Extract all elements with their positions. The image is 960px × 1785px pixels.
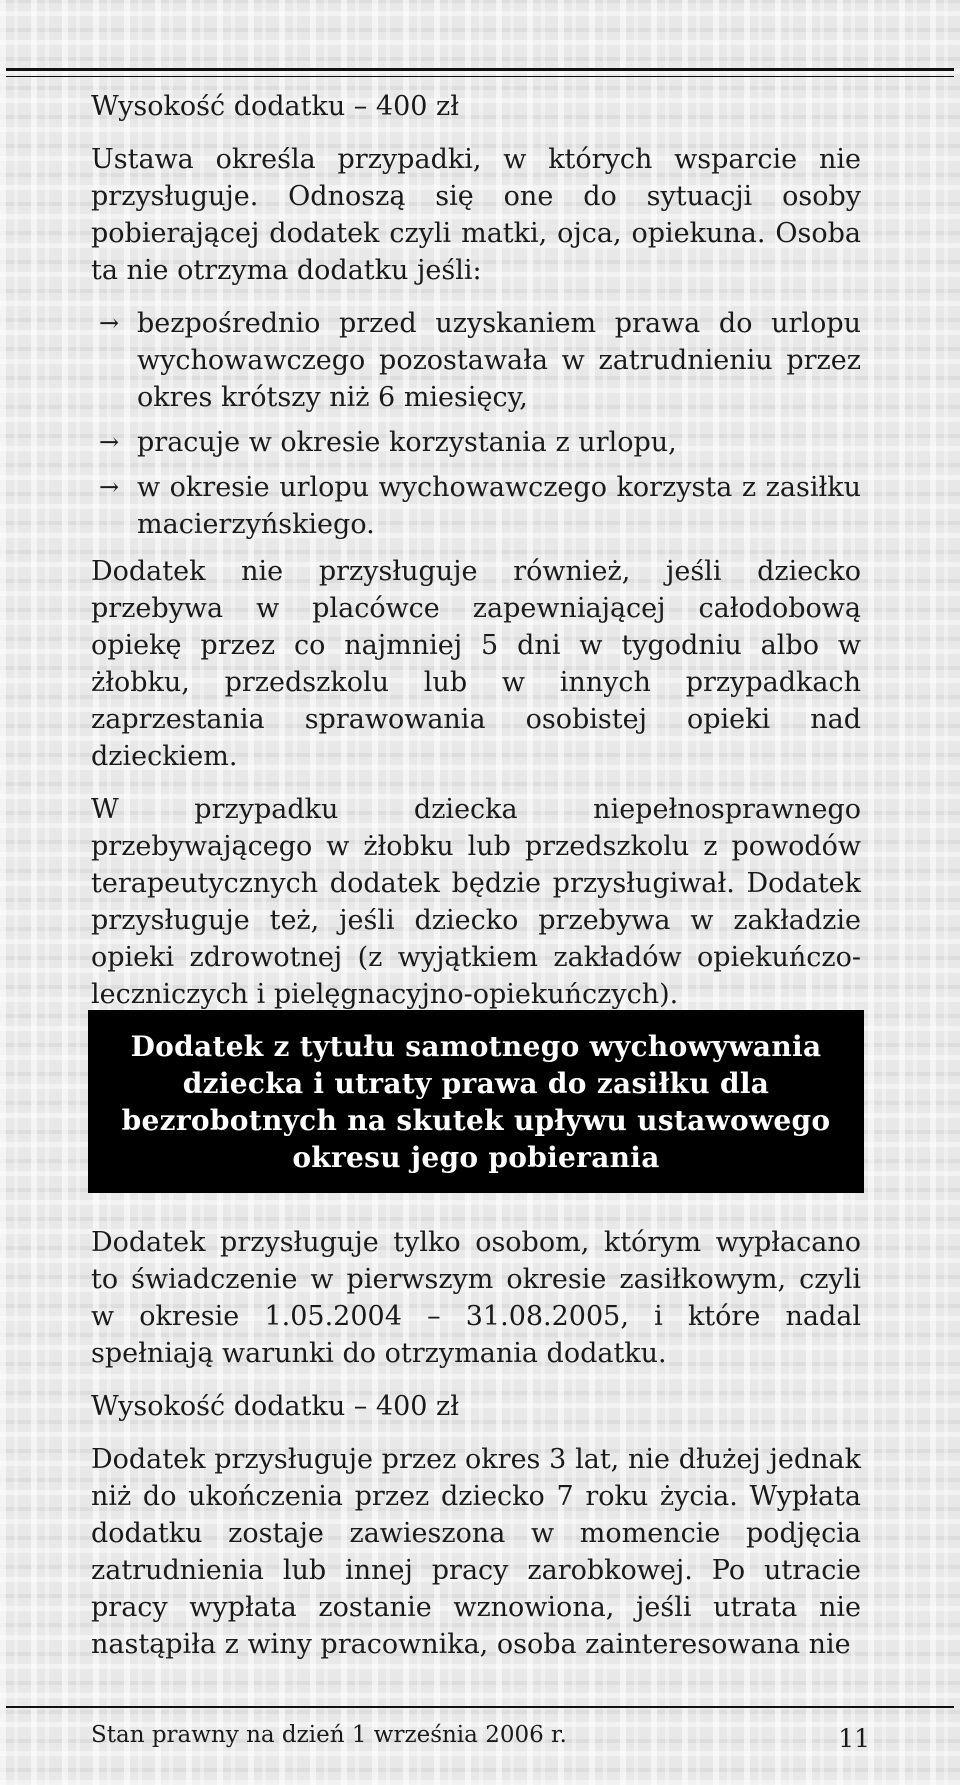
list-item (91, 469, 861, 543)
list-item-text: w okresie urlopu wychowawczego korzysta z zasiłku macierzyńskiego. (137, 472, 861, 540)
page-number: 11 (838, 1724, 870, 1753)
section-heading-box (88, 1010, 864, 1193)
list-item-text: bezpośrednio przed uzyskaniem prawa do urlopu wychowawczego pozostawała w zatrudnieniu przez okres krótszy niż 6 miesięcy, (137, 308, 861, 413)
amount-line: Wysokość dodatku – 400 zł (91, 91, 459, 122)
paragraph-niepelnosprawne: W przypadku dziecka niepełnosprawnego przebywającego w żłobku lub przedszkolu z powodów terapeutycznych dodatek będzie przysługiwał. Dodatek przysługuje też, jeśli dziecko przebywa w zakładzie opieki zdrowotnej (z wyjątkiem zakładów opiekuńczo-leczniczych i pielęgnacyjno-opiekuńczych). (91, 794, 861, 1010)
arrow-right-icon: → (99, 428, 120, 456)
paragraph-osoby: Dodatek przysługuje tylko osobom, którym wypłacano to świadczenie w pierwszym okresie zasiłkowym, czyli w okresie 1.05.2004 – 31.08.2005, i które nadal spełniają warunki do otrzymania dodatku. (91, 1227, 861, 1369)
intro-paragraph: Ustawa określa przypadki, w których wsparcie nie przysługuje. Odnoszą się one do sytuacji osoby pobierającej dodatek czyli matki, ojca, opiekuna. Osoba ta nie otrzyma dodatku jeśli: (91, 144, 861, 286)
amount-line: Wysokość dodatku – 400 zł (91, 1391, 459, 1422)
header-rule-thick (6, 68, 954, 71)
paragraph-okres: Dodatek przysługuje przez okres 3 lat, nie dłużej jednak niż do ukończenia przez dziecko 7 roku życia. Wypłata dodatku zostaje zawieszona w momencie podjęcia zatrudnienia lub innej pracy zarobkowej. Po utracie pracy wypłata zostanie wznowiona, jeśli utrata nie nastąpiła z winy pracownika, osoba zainteresowana nie (91, 1444, 861, 1660)
header-rule-thin (6, 76, 954, 77)
main-content-top (91, 88, 861, 1029)
list-item (91, 305, 861, 416)
exclusion-list (91, 305, 861, 543)
arrow-right-icon: → (99, 309, 120, 337)
list-item-text: pracuje w okresie korzystania z urlopu, (137, 427, 677, 458)
footer-legal-status: Stan prawny na dzień 1 września 2006 r. (91, 1722, 567, 1748)
main-content-bottom (91, 1224, 861, 1679)
list-item (91, 424, 861, 461)
paragraph-placowka: Dodatek nie przysługuje również, jeśli dziecko przebywa w placówce zapewniającej całodobową opiekę przez co najmniej 5 dni w tygodniu albo w żłobku, przedszkolu lub w innych przypadkach zaprzestania sprawowania osobistej opieki nad dzieckiem. (91, 556, 861, 772)
arrow-right-icon: → (99, 473, 120, 501)
section-heading: Dodatek z tytułu samotnego wychowywania dziecka i utraty prawa do zasiłku dla bezrobotnych na skutek upływu ustawowego okresu jego pobierania (121, 1029, 831, 1174)
footer-rule (6, 1706, 954, 1708)
